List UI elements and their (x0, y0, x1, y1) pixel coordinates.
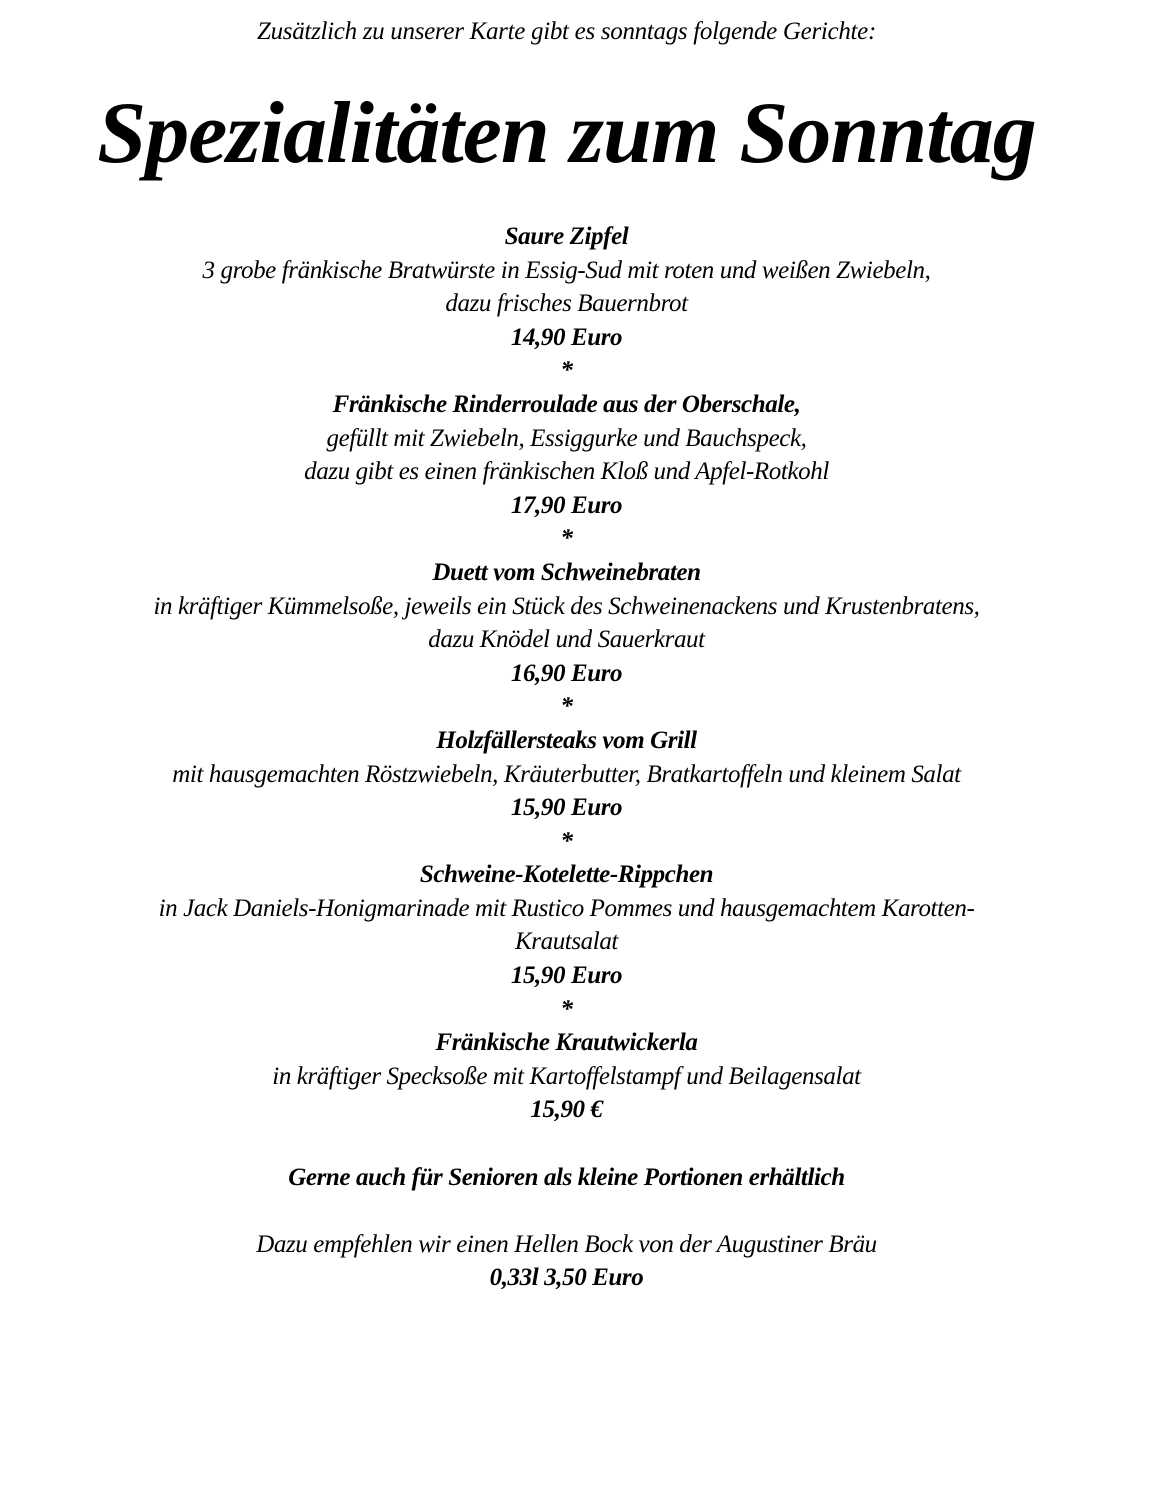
dish-name: Fränkische Rinderroulade aus der Oberschale, (332, 390, 801, 418)
dish-description: gefüllt mit Zwiebeln, Essiggurke und Bauchspeck, (326, 424, 807, 452)
dish-name: Fränkische Krautwickerla (435, 1029, 698, 1057)
dish-separator: * (560, 827, 573, 855)
dish-description: dazu frisches Bauernbrot (445, 290, 688, 318)
dish-description: mit hausgemachten Röstzwiebeln, Kräuterbutter, Bratkartoffeln und kleinem Salat (172, 760, 961, 788)
dish-name: Saure Zipfel (504, 223, 629, 250)
intro-text: Zusätzlich zu unserer Karte gibt es sonntags folgende Gerichte: (256, 18, 877, 45)
dish-description: 3 grobe fränkische Bratwürste in Essig-Sud mit roten und weißen Zwiebeln, (202, 256, 931, 284)
seniors-note: Gerne auch für Senioren als kleine Portionen erhältlich (288, 1163, 845, 1191)
dish-separator: * (560, 525, 573, 553)
dish-name: Duett vom Schweinebraten (432, 558, 701, 586)
beer-price: 0,33l 3,50 Euro (489, 1264, 644, 1292)
dish-description: dazu gibt es einen fränkischen Kloß und Apfel-Rotkohl (304, 458, 829, 486)
dish-list (0, 220, 1133, 1295)
dish-description: in kräftiger Specksoße mit Kartoffelstampf und Beilagensalat (272, 1062, 861, 1090)
dish-price: 14,90 Euro (510, 323, 623, 351)
dish-separator: * (560, 995, 573, 1023)
dish-price: 15,90 Euro (510, 794, 623, 822)
dish-description: in Jack Daniels-Honigmarinade mit Rustico Pommes und hausgemachtem Karotten- (158, 894, 975, 922)
dish-price: 17,90 Euro (510, 491, 623, 519)
dish-separator: * (560, 693, 573, 721)
spacer (0, 1127, 1133, 1161)
dish-separator: * (560, 357, 573, 385)
dish-price: 15,90 Euro (510, 962, 623, 990)
dish-price: 15,90 € (530, 1096, 603, 1124)
page-title: Spezialitäten zum Sonntag (97, 85, 1036, 182)
dish-description: in kräftiger Kümmelsoße, jeweils ein Stück des Schweinenackens und Krustenbratens, (153, 592, 980, 620)
dish-description: Krautsalat (515, 928, 618, 956)
dish-name: Holzfällersteaks vom Grill (436, 726, 697, 754)
dish-price: 16,90 Euro (510, 659, 623, 687)
spacer (0, 1194, 1133, 1228)
dish-description: dazu Knödel und Sauerkraut (428, 626, 705, 654)
dish-name: Schweine-Kotelette-Rippchen (419, 861, 714, 889)
beer-recommendation: Dazu empfehlen wir einen Hellen Bock von der Augustiner Bräu (256, 1230, 877, 1258)
